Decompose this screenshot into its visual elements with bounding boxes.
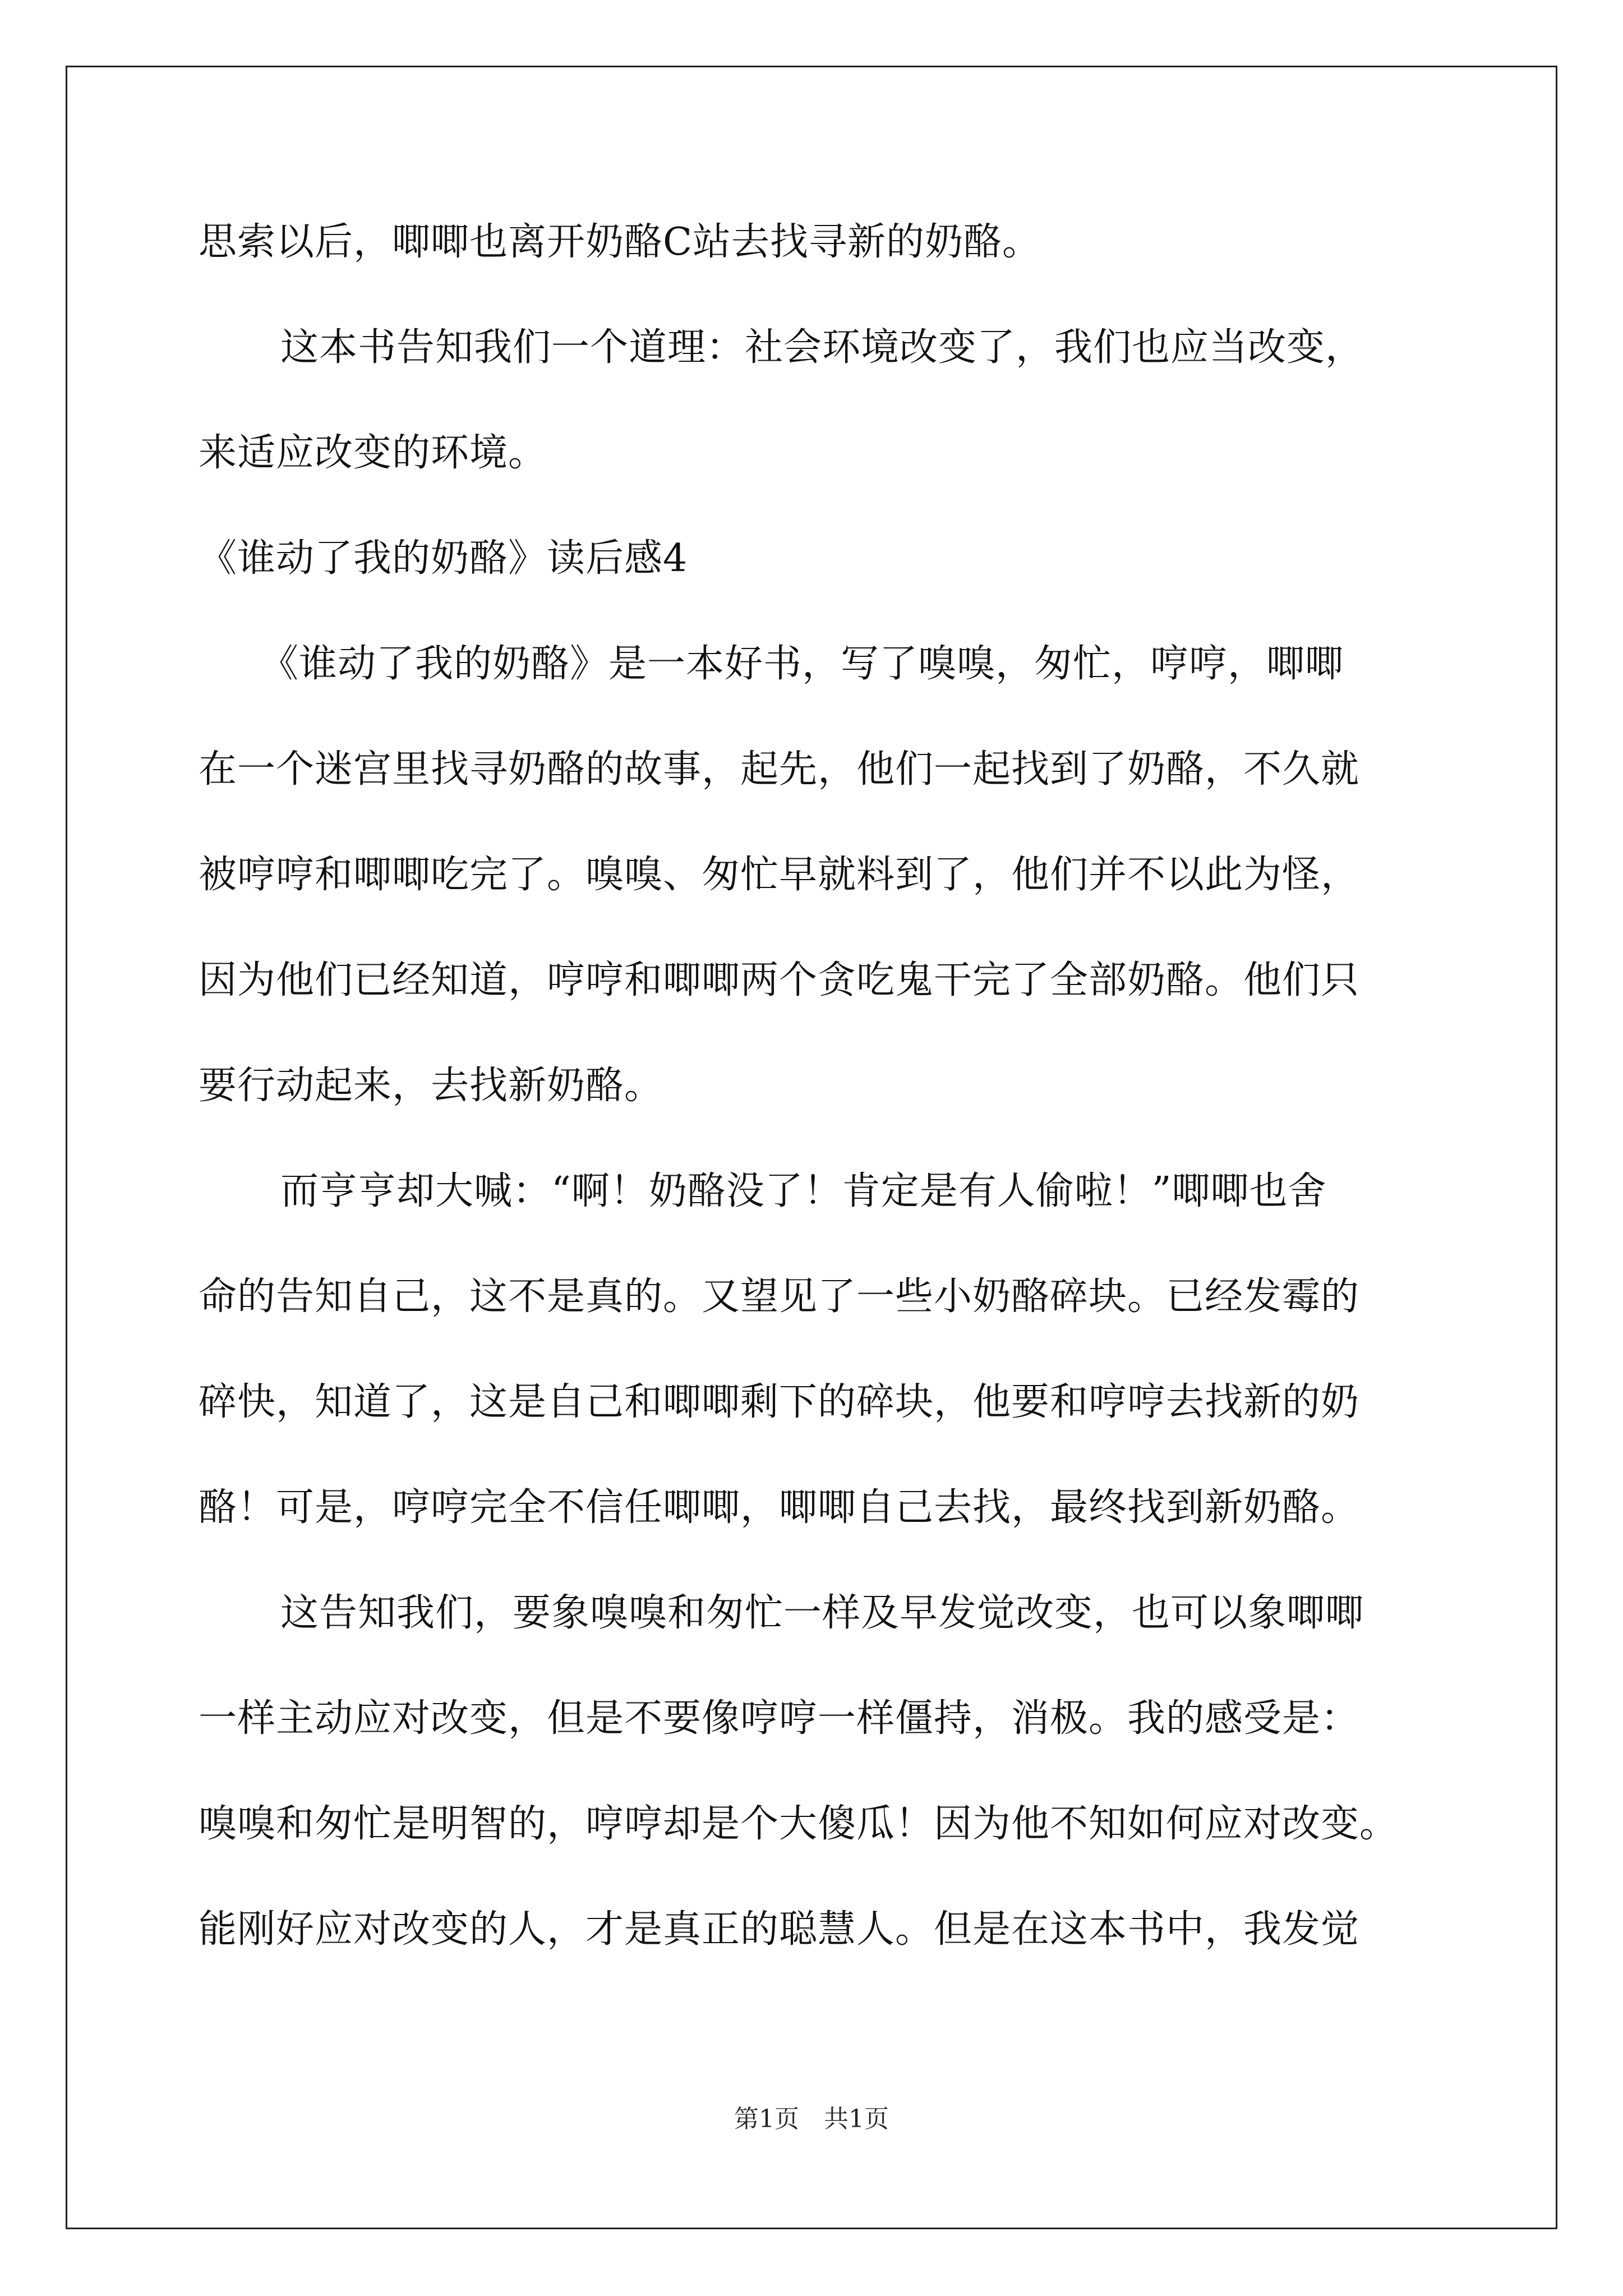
paragraph-line: 这本书告知我们一个道理：社会环境改变了，我们也应当改变， [280, 325, 1364, 370]
paragraph-line: 思索以后，唧唧也离开奶酪C站去找寻新的奶酪。 [199, 220, 1041, 264]
paragraph-line: 碎快，知道了，这是自己和唧唧剩下的碎块，他要和哼哼去找新的奶 [199, 1380, 1360, 1424]
section-heading: 《谁动了我的奶酪》读后感4 [199, 536, 688, 581]
paragraph-line: 命的告知自己，这不是真的。又望见了一些小奶酪碎块。已经发霉的 [199, 1274, 1360, 1319]
page-border [66, 66, 1557, 2229]
paragraph-line: 《谁动了我的奶酪》是一本好书，写了嗅嗅，匆忙，哼哼，唧唧 [260, 642, 1344, 686]
paragraph-line: 这告知我们，要象嗅嗅和匆忙一样及早发觉改变，也可以象唧唧 [280, 1591, 1364, 1635]
paragraph-line: 而亨亨却大喊：“啊！奶酪没了！肯定是有人偷啦！”唧唧也舍 [280, 1169, 1327, 1213]
paragraph-line: 被哼哼和唧唧吃完了。嗅嗅、匆忙早就料到了，他们并不以此为怪， [199, 853, 1360, 897]
paragraph-line: 酪！可是，哼哼完全不信任唧唧，唧唧自己去找，最终找到新奶酪。 [199, 1485, 1360, 1530]
paragraph-line: 在一个迷宫里找寻奶酪的故事，起先，他们一起找到了奶酪，不久就 [199, 747, 1360, 792]
paragraph-line: 一样主动应对改变，但是不要像哼哼一样僵持，消极。我的感受是： [199, 1696, 1360, 1741]
page-number: 第1页 共1页 [734, 2105, 889, 2133]
paragraph-line: 要行动起来，去找新奶酪。 [199, 1064, 663, 1108]
paragraph-line: 嗅嗅和匆忙是明智的，哼哼却是个大傻瓜！因为他不知如何应对改变。 [199, 1802, 1399, 1846]
paragraph-line: 能刚好应对改变的人，才是真正的聪慧人。但是在这本书中，我发觉 [199, 1907, 1360, 1952]
paragraph-line: 因为他们已经知道，哼哼和唧唧两个贪吃鬼干完了全部奶酪。他们只 [199, 958, 1360, 1002]
paragraph-line: 来适应改变的环境。 [199, 431, 547, 475]
